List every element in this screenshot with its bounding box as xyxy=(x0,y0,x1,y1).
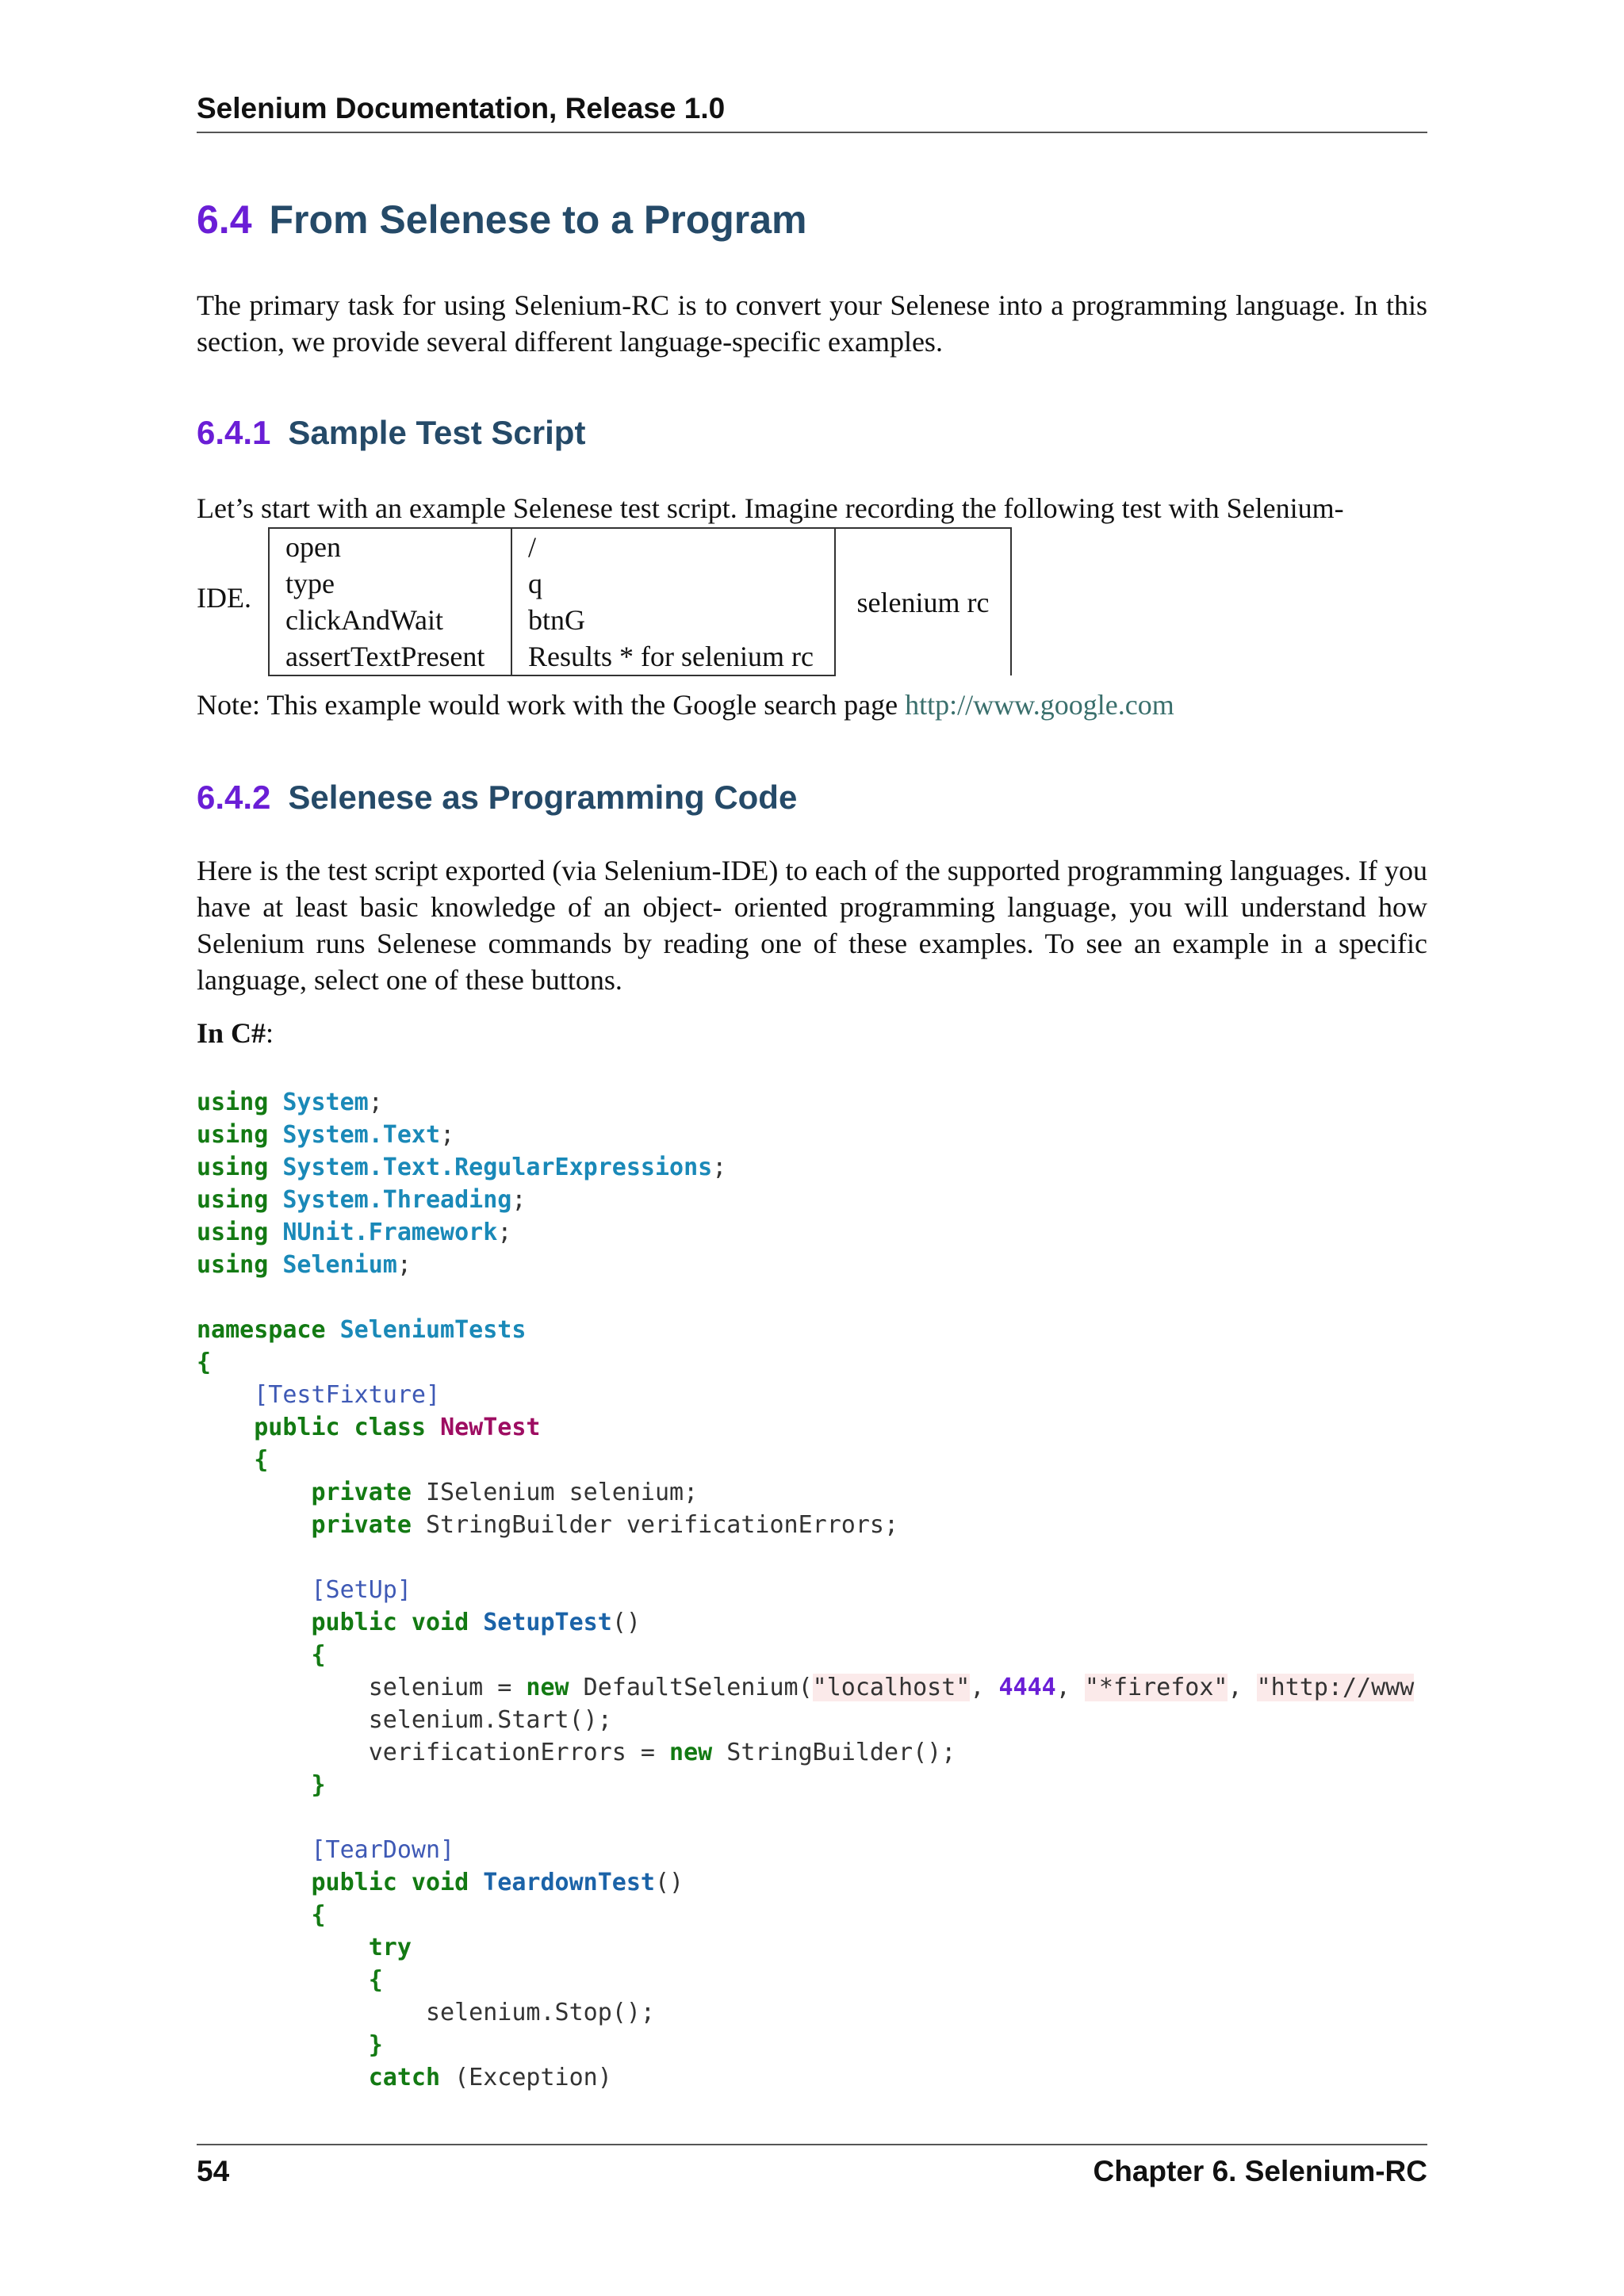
selenese-table xyxy=(268,527,1012,676)
code-token xyxy=(268,1121,282,1149)
code-token: verificationErrors = xyxy=(197,1739,670,1766)
code-token: "*firefox" xyxy=(1084,1674,1228,1701)
code-token: System.Text.RegularExpressions xyxy=(282,1154,713,1181)
code-line xyxy=(197,1606,1624,1639)
code-block xyxy=(197,1086,1624,2094)
code-token xyxy=(197,1869,312,1896)
code-token: public void xyxy=(311,1609,469,1636)
page-number: 54 xyxy=(197,2155,230,2187)
section-heading xyxy=(197,197,807,243)
code-token: private xyxy=(311,1479,412,1506)
code-token: selenium.Stop(); xyxy=(197,1999,655,2026)
code-token xyxy=(426,1414,440,1441)
code-token: } xyxy=(311,1771,326,1799)
code-token: System.Text xyxy=(282,1121,441,1149)
code-token xyxy=(268,1089,282,1116)
code-token: { xyxy=(254,1446,269,1474)
section-number: 6.4 xyxy=(197,197,252,242)
code-token: StringBuilder verificationErrors; xyxy=(411,1511,899,1539)
code-line xyxy=(197,1151,1624,1184)
selenese-value-cell: selenium rc xyxy=(835,528,1011,675)
code-token: [TearDown] xyxy=(311,1836,455,1864)
code-token: { xyxy=(368,1966,383,1994)
code-token xyxy=(197,1966,369,1994)
code-token: using xyxy=(197,1089,269,1116)
code-token xyxy=(197,1771,312,1799)
code-token: new xyxy=(526,1674,569,1701)
code-token xyxy=(197,1641,312,1669)
code-line xyxy=(197,1476,1624,1509)
subsection-title: Selenese as Programming Code xyxy=(288,779,798,816)
code-token: System.Threading xyxy=(282,1186,512,1214)
code-line xyxy=(197,1769,1624,1801)
note-text: Note: This example would work with the Google search page xyxy=(197,689,906,721)
code-line xyxy=(197,1964,1624,1996)
code-token xyxy=(326,1316,340,1344)
code-token: Selenium xyxy=(282,1251,397,1279)
code-token: ; xyxy=(396,1251,412,1279)
code-token xyxy=(197,1511,312,1539)
selenese-target-cell: / xyxy=(511,528,835,565)
programming-paragraph: Here is the test script exported (via Selenium-IDE) to each of the supported programming languages. If you have at least basic knowledge of an object- oriented programming language, you will understand how Selenium runs Selenese commands by reading one of these examples. To see an example in a specific language, select one of these buttons. xyxy=(197,855,1427,996)
code-token: "localhost" xyxy=(812,1674,971,1701)
code-token xyxy=(197,1479,312,1506)
code-token: , xyxy=(970,1674,999,1701)
code-token: using xyxy=(197,1219,269,1246)
code-token xyxy=(197,1836,312,1864)
code-line xyxy=(197,1801,1624,1834)
code-token: "http://www xyxy=(1256,1674,1415,1701)
code-token: , xyxy=(1055,1674,1085,1701)
code-line xyxy=(197,1899,1624,1931)
code-token xyxy=(197,1414,254,1441)
code-line xyxy=(197,1541,1624,1574)
code-token xyxy=(469,1869,483,1896)
code-line xyxy=(197,1671,1624,1704)
code-line xyxy=(197,1314,1624,1346)
section-title: From Selenese to a Program xyxy=(269,197,807,242)
google-link[interactable]: http://www.google.com xyxy=(905,689,1174,721)
code-token: ; xyxy=(368,1089,383,1116)
subsection-heading-programming xyxy=(197,779,797,817)
code-token xyxy=(197,2064,369,2091)
code-line xyxy=(197,1281,1624,1314)
code-token: { xyxy=(311,1901,326,1929)
selenese-command-cell: clickAndWait xyxy=(269,602,511,638)
code-line xyxy=(197,1996,1624,2029)
code-token: private xyxy=(311,1511,412,1539)
selenese-command-cell: assertTextPresent xyxy=(269,638,511,675)
code-token: using xyxy=(197,1186,269,1214)
running-header: Selenium Documentation, Release 1.0 xyxy=(197,92,1427,133)
code-token: ; xyxy=(497,1219,512,1246)
chapter-title: Chapter 6. Selenium-RC xyxy=(1093,2155,1427,2187)
code-token: [SetUp] xyxy=(311,1576,412,1604)
code-line xyxy=(197,1866,1624,1899)
code-token: { xyxy=(311,1641,326,1669)
code-token: } xyxy=(368,2031,383,2059)
code-token xyxy=(469,1609,483,1636)
code-token: NUnit.Framework xyxy=(282,1219,498,1246)
code-token: TeardownTest xyxy=(483,1869,655,1896)
code-token xyxy=(197,1609,312,1636)
code-line xyxy=(197,1086,1624,1119)
code-line xyxy=(197,1444,1624,1476)
code-line xyxy=(197,1184,1624,1216)
code-token xyxy=(197,1381,254,1409)
code-token: [TestFixture] xyxy=(254,1381,441,1409)
code-token: ; xyxy=(712,1154,727,1181)
code-token: () xyxy=(655,1869,684,1896)
code-token xyxy=(268,1251,282,1279)
code-line xyxy=(197,1736,1624,1769)
code-line xyxy=(197,1379,1624,1411)
code-token: , xyxy=(1228,1674,1257,1701)
code-token: DefaultSelenium( xyxy=(569,1674,813,1701)
code-token xyxy=(197,1446,254,1474)
selenese-command-cell: type xyxy=(269,565,511,602)
document-page xyxy=(197,0,1427,2296)
code-token xyxy=(197,1934,369,1961)
selenese-target-cell: Results * for selenium rc xyxy=(511,638,835,675)
code-token: () xyxy=(611,1609,641,1636)
code-token: selenium.Start(); xyxy=(197,1706,612,1734)
code-token: try xyxy=(368,1934,412,1961)
selenese-target-cell: q xyxy=(511,565,835,602)
code-line xyxy=(197,1411,1624,1444)
code-line xyxy=(197,1704,1624,1736)
selenese-command-cell: open xyxy=(269,528,511,565)
code-token xyxy=(268,1186,282,1214)
code-token: catch xyxy=(368,2064,441,2091)
code-token xyxy=(268,1219,282,1246)
code-line xyxy=(197,1931,1624,1964)
selenese-row xyxy=(269,528,1011,565)
code-token: NewTest xyxy=(440,1414,541,1441)
code-token: SeleniumTests xyxy=(339,1316,527,1344)
code-token xyxy=(197,2031,369,2059)
ide-label: IDE. xyxy=(197,582,251,614)
code-token: ; xyxy=(511,1186,527,1214)
code-line xyxy=(197,2029,1624,2061)
language-name: In C# xyxy=(197,1017,266,1049)
code-token: using xyxy=(197,1121,269,1149)
code-token: SetupTest xyxy=(483,1609,612,1636)
code-line xyxy=(197,1639,1624,1671)
code-token xyxy=(197,1576,312,1604)
code-line xyxy=(197,1346,1624,1379)
code-token: public class xyxy=(254,1414,426,1441)
code-token: using xyxy=(197,1251,269,1279)
code-token xyxy=(268,1154,282,1181)
code-line xyxy=(197,1249,1624,1281)
code-line xyxy=(197,1216,1624,1249)
subsection-number: 6.4.1 xyxy=(197,414,271,451)
code-token: using xyxy=(197,1154,269,1181)
code-token xyxy=(197,1901,312,1929)
code-line xyxy=(197,2061,1624,2094)
code-line xyxy=(197,1574,1624,1606)
sample-paragraph: Let’s start with an example Selenese test script. Imagine recording the following test with Selenium- xyxy=(197,492,1344,524)
running-footer xyxy=(197,2144,1427,2187)
note xyxy=(197,687,1174,723)
code-token: (Exception) xyxy=(440,2064,612,2091)
subsection-heading-sample xyxy=(197,414,585,452)
code-token: ; xyxy=(440,1121,455,1149)
code-line xyxy=(197,1509,1624,1541)
subsection-number: 6.4.2 xyxy=(197,779,271,816)
code-line xyxy=(197,1834,1624,1866)
code-token: System xyxy=(282,1089,369,1116)
intro-paragraph: The primary task for using Selenium-RC is to convert your Selenese into a programming language. In this section, we provide several different language-specific examples. xyxy=(197,289,1427,358)
language-label: In C#: xyxy=(197,1017,274,1049)
code-token: { xyxy=(197,1349,212,1376)
code-token: StringBuilder(); xyxy=(712,1739,956,1766)
code-token: selenium = xyxy=(197,1674,527,1701)
code-token: namespace xyxy=(197,1316,326,1344)
subsection-title: Sample Test Script xyxy=(288,414,586,451)
code-token: public void xyxy=(311,1869,469,1896)
code-token: ISelenium selenium; xyxy=(411,1479,699,1506)
selenese-target-cell: btnG xyxy=(511,602,835,638)
code-line xyxy=(197,1119,1624,1151)
code-token: 4444 xyxy=(998,1674,1056,1701)
code-token: new xyxy=(669,1739,713,1766)
